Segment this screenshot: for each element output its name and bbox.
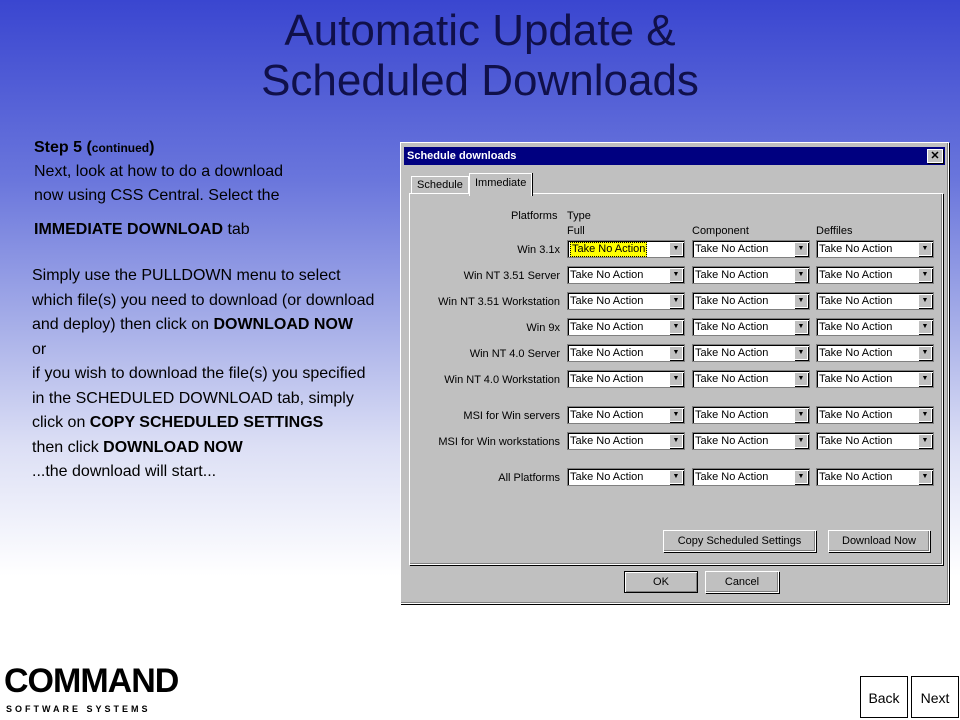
platform-label: All Platforms — [498, 472, 560, 484]
select-value: Take No Action — [695, 269, 769, 281]
select-value: Take No Action — [819, 471, 893, 483]
dropdown-arrow-icon[interactable]: ▼ — [794, 470, 808, 484]
dropdown-arrow-icon[interactable]: ▼ — [669, 470, 683, 484]
dropdown-arrow-icon[interactable]: ▼ — [918, 434, 932, 448]
download-now-button[interactable]: Download Now — [828, 530, 930, 552]
full-action-select[interactable] — [567, 432, 685, 450]
ok-button[interactable]: OK — [624, 571, 698, 593]
deffiles-action-select[interactable] — [816, 240, 934, 258]
instructions-text — [32, 264, 382, 485]
instructions-para-3: then click DOWNLOAD NOW — [32, 438, 243, 456]
full-action-select[interactable] — [567, 240, 685, 258]
full-action-select[interactable] — [567, 406, 685, 424]
select-value: Take No Action — [695, 471, 769, 483]
select-value: Take No Action — [819, 435, 893, 447]
dropdown-arrow-icon[interactable]: ▼ — [794, 372, 808, 386]
dropdown-arrow-icon[interactable]: ▼ — [794, 268, 808, 282]
title-line-1: Automatic Update & — [284, 6, 676, 55]
dropdown-arrow-icon[interactable]: ▼ — [918, 268, 932, 282]
component-action-select[interactable] — [692, 266, 810, 284]
component-action-select[interactable] — [692, 292, 810, 310]
dropdown-arrow-icon[interactable]: ▼ — [918, 242, 932, 256]
close-icon[interactable]: ✕ — [927, 149, 943, 163]
header-component: Component — [692, 225, 749, 237]
select-value: Take No Action — [570, 295, 644, 307]
dropdown-arrow-icon[interactable]: ▼ — [669, 320, 683, 334]
select-value: Take No Action — [570, 269, 644, 281]
select-value: Take No Action — [695, 409, 769, 421]
header-full: Full — [567, 225, 585, 237]
instructions-para-2: if you wish to download the file(s) you specified in the SCHEDULED DOWNLOAD tab, simply click on COPY SCHEDULED SETTINGS — [32, 365, 366, 431]
component-action-select[interactable] — [692, 468, 810, 486]
dropdown-arrow-icon[interactable]: ▼ — [669, 242, 683, 256]
dropdown-arrow-icon[interactable]: ▼ — [794, 294, 808, 308]
platform-label: Win NT 3.51 Workstation — [438, 296, 560, 308]
dropdown-arrow-icon[interactable]: ▼ — [794, 408, 808, 422]
dropdown-arrow-icon[interactable]: ▼ — [669, 372, 683, 386]
full-action-select[interactable] — [567, 344, 685, 362]
select-value: Take No Action — [695, 347, 769, 359]
select-value: Take No Action — [570, 373, 644, 385]
schedule-downloads-dialog — [400, 142, 949, 604]
dropdown-arrow-icon[interactable]: ▼ — [918, 408, 932, 422]
select-value: Take No Action — [695, 295, 769, 307]
select-value: Take No Action — [819, 373, 893, 385]
dropdown-arrow-icon[interactable]: ▼ — [918, 470, 932, 484]
next-button[interactable]: Next — [911, 676, 959, 718]
select-value: Take No Action — [695, 435, 769, 447]
dropdown-arrow-icon[interactable]: ▼ — [669, 268, 683, 282]
deffiles-action-select[interactable] — [816, 370, 934, 388]
select-value: Take No Action — [572, 243, 646, 255]
logo-main-text: COMMAND — [4, 662, 179, 700]
step-heading: Step 5 (continued) — [34, 139, 155, 156]
component-action-select[interactable] — [692, 344, 810, 362]
immediate-tab-panel — [409, 193, 943, 565]
platform-label: Win NT 4.0 Server — [469, 348, 560, 360]
deffiles-action-select[interactable] — [816, 318, 934, 336]
select-value: Take No Action — [695, 243, 769, 255]
tab-immediate[interactable]: Immediate — [469, 173, 532, 196]
select-value: Take No Action — [570, 471, 644, 483]
header-platforms: Platforms — [511, 210, 558, 222]
select-value: Take No Action — [570, 321, 644, 333]
platform-label: Win NT 4.0 Workstation — [444, 374, 560, 386]
copy-scheduled-settings-button[interactable]: Copy Scheduled Settings — [663, 530, 816, 552]
step-description — [34, 136, 384, 242]
select-value: Take No Action — [819, 295, 893, 307]
dialog-titlebar[interactable] — [404, 147, 945, 165]
command-software-logo — [4, 658, 179, 718]
dropdown-arrow-icon[interactable]: ▼ — [669, 346, 683, 360]
full-action-select[interactable] — [567, 318, 685, 336]
step-line-2: now using CSS Central. Select the — [34, 187, 280, 204]
platform-label: Win NT 3.51 Server — [463, 270, 560, 282]
select-value: Take No Action — [819, 409, 893, 421]
full-action-select[interactable] — [567, 468, 685, 486]
platform-label: Win 9x — [526, 322, 560, 334]
dropdown-arrow-icon[interactable]: ▼ — [794, 242, 808, 256]
platform-label: Win 3.1x — [517, 244, 560, 256]
step-heading-continued: continued — [91, 141, 150, 155]
component-action-select[interactable] — [692, 240, 810, 258]
instructions-or: or — [32, 340, 47, 358]
full-action-select[interactable] — [567, 370, 685, 388]
logo-sub-text: SOFTWARE SYSTEMS — [6, 704, 151, 714]
slide-title — [0, 6, 960, 106]
instructions-para-1: Simply use the PULLDOWN menu to select which file(s) you need to download (or download and deploy) then click on DOWNLOAD NOW — [32, 267, 375, 333]
tab-schedule[interactable]: Schedule — [411, 176, 469, 194]
component-action-select[interactable] — [692, 432, 810, 450]
deffiles-action-select[interactable] — [816, 468, 934, 486]
select-value: Take No Action — [570, 347, 644, 359]
dropdown-arrow-icon[interactable]: ▼ — [918, 294, 932, 308]
select-value: Take No Action — [819, 269, 893, 281]
dialog-title: Schedule downloads — [407, 150, 517, 162]
select-value: Take No Action — [695, 321, 769, 333]
dropdown-arrow-icon[interactable]: ▼ — [669, 294, 683, 308]
select-value: Take No Action — [819, 243, 893, 255]
platform-label: MSI for Win servers — [463, 410, 560, 422]
dropdown-arrow-icon[interactable]: ▼ — [918, 372, 932, 386]
back-button[interactable]: Back — [860, 676, 908, 718]
select-value: Take No Action — [570, 435, 644, 447]
deffiles-action-select[interactable] — [816, 406, 934, 424]
cancel-button[interactable]: Cancel — [705, 571, 779, 593]
select-value: Take No Action — [570, 409, 644, 421]
step-line-3: IMMEDIATE DOWNLOAD tab — [34, 221, 250, 238]
dropdown-arrow-icon[interactable]: ▼ — [669, 408, 683, 422]
full-action-select[interactable] — [567, 292, 685, 310]
dropdown-arrow-icon[interactable]: ▼ — [794, 346, 808, 360]
full-action-select[interactable] — [567, 266, 685, 284]
dropdown-arrow-icon[interactable]: ▼ — [794, 320, 808, 334]
select-value: Take No Action — [819, 347, 893, 359]
select-value: Take No Action — [695, 373, 769, 385]
component-action-select[interactable] — [692, 406, 810, 424]
deffiles-action-select[interactable] — [816, 266, 934, 284]
deffiles-action-select[interactable] — [816, 292, 934, 310]
component-action-select[interactable] — [692, 370, 810, 388]
select-value: Take No Action — [819, 321, 893, 333]
platform-label: MSI for Win workstations — [438, 436, 560, 448]
dropdown-arrow-icon[interactable]: ▼ — [794, 434, 808, 448]
instructions-para-4: ...the download will start... — [32, 463, 217, 480]
dropdown-arrow-icon[interactable]: ▼ — [669, 434, 683, 448]
deffiles-action-select[interactable] — [816, 344, 934, 362]
component-action-select[interactable] — [692, 318, 810, 336]
deffiles-action-select[interactable] — [816, 432, 934, 450]
title-line-2: Scheduled Downloads — [261, 56, 699, 105]
dropdown-arrow-icon[interactable]: ▼ — [918, 346, 932, 360]
header-type: Type — [567, 210, 591, 222]
step-line-1: Next, look at how to do a download — [34, 163, 284, 180]
header-deffiles: Deffiles — [816, 225, 853, 237]
dropdown-arrow-icon[interactable]: ▼ — [918, 320, 932, 334]
